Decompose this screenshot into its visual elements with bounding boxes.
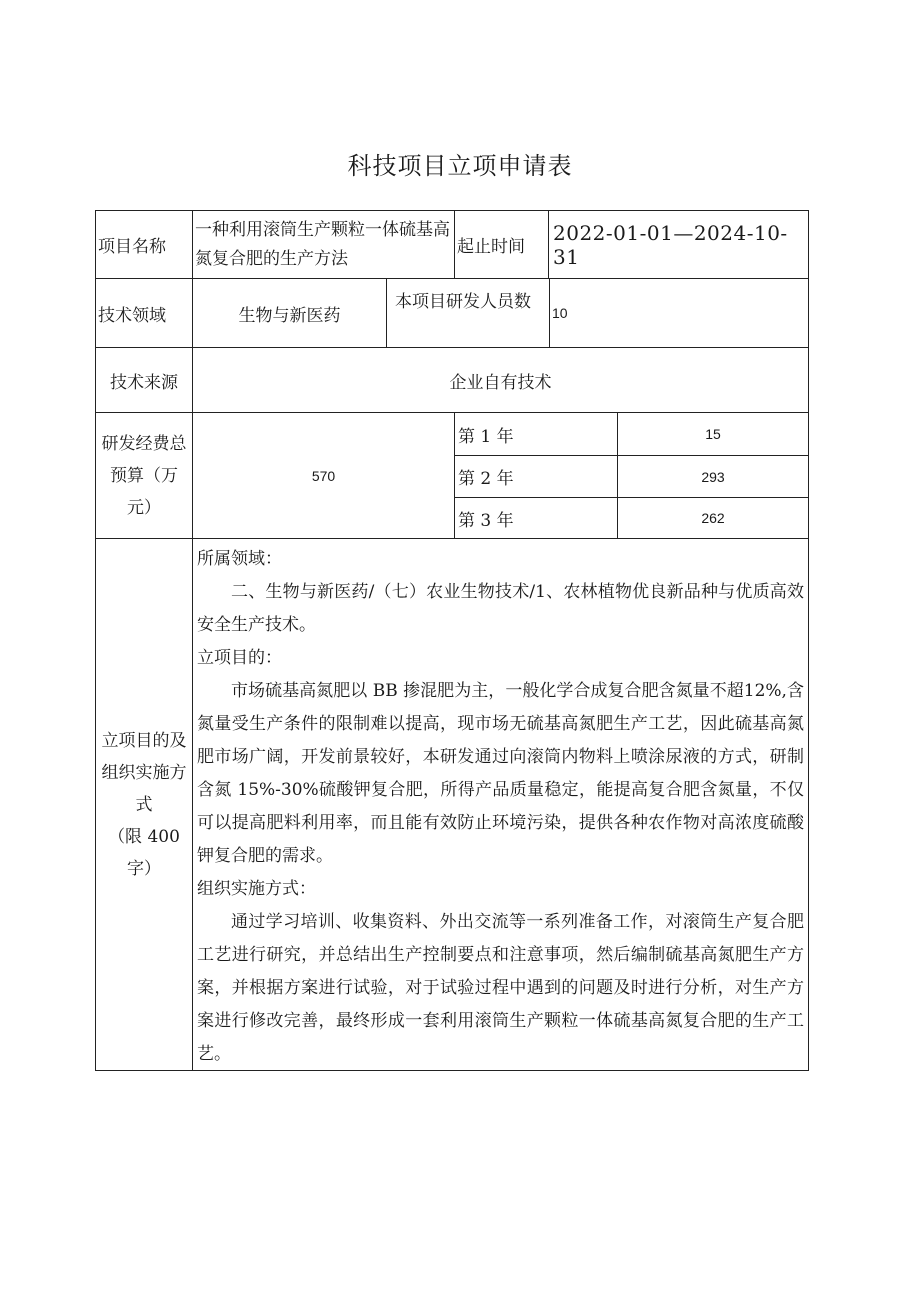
tech-source-value: 企业自有技术 bbox=[449, 372, 552, 393]
budget-year-label-cell bbox=[454, 455, 618, 498]
tech-field-label: 技术领域 bbox=[98, 305, 166, 326]
budget-year-label: 第 1 年 bbox=[458, 426, 514, 447]
purpose-label-main: 立项目的及组织实施方式 bbox=[101, 730, 187, 815]
budget-year-label-cell bbox=[454, 497, 618, 539]
goal-heading: 立项目的： bbox=[197, 648, 282, 668]
period-label-cell bbox=[454, 210, 549, 279]
purpose-label-cell bbox=[95, 538, 193, 1071]
staff-label-cell bbox=[386, 278, 550, 348]
budget-total: 570 bbox=[311, 467, 336, 484]
budget-year-value-cell bbox=[617, 455, 809, 498]
staff-value: 10 bbox=[552, 305, 568, 321]
budget-year-label: 第 2 年 bbox=[458, 469, 514, 489]
project-name-label: 项目名称 bbox=[98, 237, 166, 257]
field-text: 二、生物与新医药/（七）农业生物技术/1、农林植物优良新品种与优质高效安全生产技术。 bbox=[197, 582, 804, 635]
period-value: 2022-01-01—2024-10-31 bbox=[553, 220, 788, 269]
impl-text: 通过学习培训、收集资料、外出交流等一系列准备工作，对滚筒生产复合肥工艺进行研究，并总结出生产控制要点和注意事项，然后编制硫基高氮肥生产方案，并根据方案进行试验，对于试验过程中遇到的问题及时进行分析，对生产方案进行修改完善，最终形成一套利用滚筒生产颗粒一体硫基高氮复合肥的生产工艺。 bbox=[197, 912, 804, 1064]
budget-year-value-cell bbox=[617, 497, 809, 539]
page-title: 科技项目立项申请表 bbox=[347, 152, 573, 180]
budget-year-label-cell bbox=[454, 412, 618, 456]
staff-value-cell bbox=[549, 278, 809, 348]
tech-field-label-cell bbox=[95, 278, 193, 348]
goal-text: 市场硫基高氮肥以 BB 掺混肥为主，一般化学合成复合肥含氮量不超12%,含氮量受生产条件的限制难以提高，现市场无硫基高氮肥生产工艺，因此硫基高氮肥市场广阔，开发前景较好，本研发通过向滚筒内物料上喷涂尿液的方式，研制含氮 15%-30%硫酸钾复合肥，所得产品质量稳定，能提高复合肥含氮量，不仅可以提高肥料利用率，而且能有效防止环境污染，提供各种农作物对高浓度硫酸钾复合肥的需求。 bbox=[197, 681, 804, 866]
budget-year-value: 15 bbox=[705, 426, 721, 442]
project-name-value: 一种利用滚筒生产颗粒一体硫基高氮复合肥的生产方法 bbox=[195, 219, 450, 269]
staff-label: 本项目研发人员数 bbox=[395, 292, 531, 312]
budget-total-cell bbox=[192, 412, 455, 539]
field-heading: 所属领域： bbox=[197, 549, 282, 569]
period-value-cell bbox=[548, 210, 809, 279]
budget-year-value-cell bbox=[617, 412, 809, 456]
impl-heading: 组织实施方式： bbox=[197, 879, 316, 899]
budget-label-cell bbox=[95, 412, 193, 539]
budget-year-value: 293 bbox=[701, 468, 725, 485]
project-name-value-cell bbox=[192, 210, 455, 279]
project-name-label-cell bbox=[95, 210, 193, 279]
budget-label: 研发经费总预算（万元） bbox=[101, 433, 187, 518]
purpose-label-limit: （限 400 字） bbox=[108, 826, 180, 879]
tech-field-value-cell bbox=[192, 278, 387, 348]
purpose-content-cell bbox=[192, 538, 809, 1071]
budget-year-value: 262 bbox=[701, 510, 725, 526]
tech-source-label-cell bbox=[95, 347, 193, 413]
budget-year-label: 第 3 年 bbox=[458, 510, 514, 531]
tech-field-value: 生物与新医药 bbox=[238, 305, 341, 326]
tech-source-label: 技术来源 bbox=[110, 372, 178, 393]
period-label: 起止时间 bbox=[457, 237, 525, 257]
tech-source-value-cell bbox=[192, 347, 809, 413]
